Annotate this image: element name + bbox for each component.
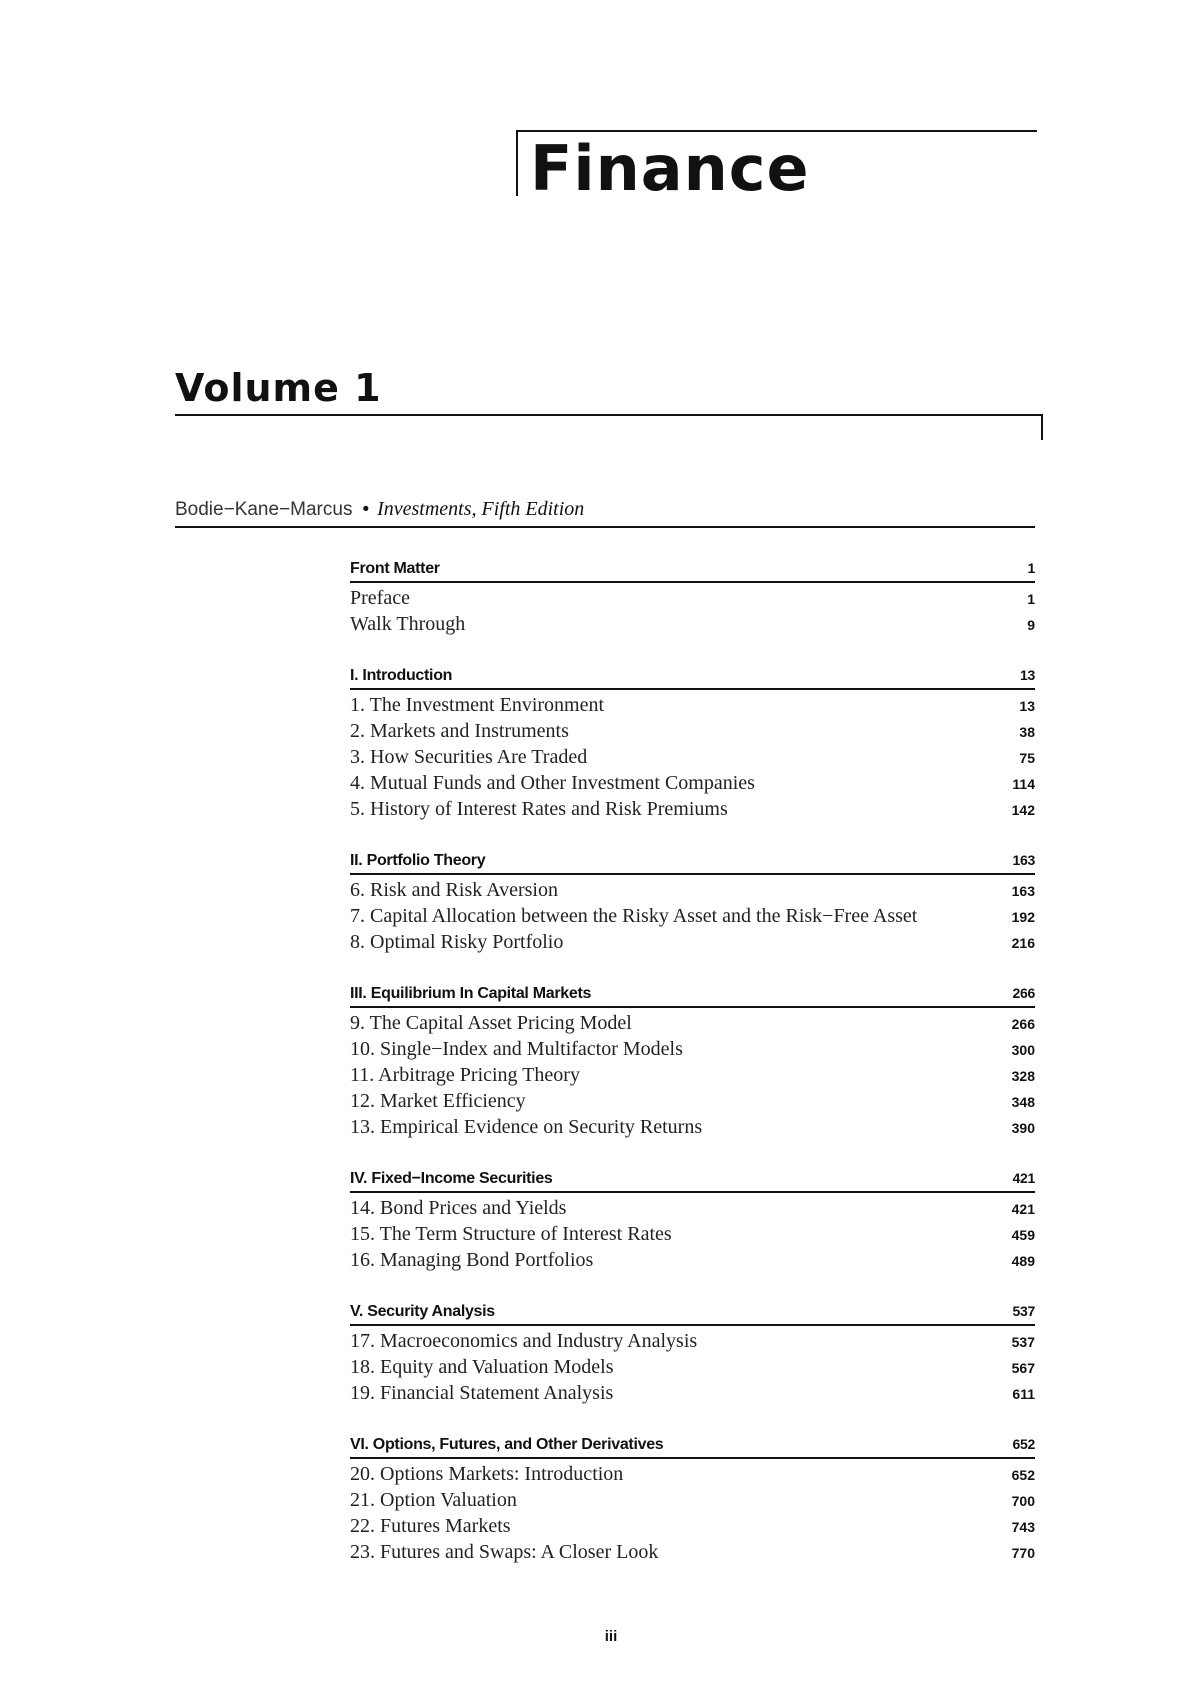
toc-entry[interactable] <box>350 1036 1035 1062</box>
entry-title: 17. Macroeconomics and Industry Analysis <box>350 1330 698 1352</box>
entry-title: Preface <box>350 587 410 609</box>
entry-page-number: 743 <box>1011 1519 1035 1535</box>
entry-page-number: 611 <box>1012 1386 1035 1402</box>
byline-book-title: Investments, Fifth Edition <box>377 498 585 520</box>
entry-title: 7. Capital Allocation between the Risky Asset and the Risk−Free Asset <box>350 905 918 927</box>
section-title: II. Portfolio Theory <box>350 852 486 869</box>
entry-page-number: 38 <box>1019 724 1035 740</box>
section-title: VI. Options, Futures, and Other Derivatives <box>350 1436 664 1453</box>
toc-entry[interactable] <box>350 1195 1035 1221</box>
entry-title: 13. Empirical Evidence on Security Returns <box>350 1116 703 1138</box>
entry-page-number: 770 <box>1011 1545 1035 1561</box>
table-of-contents <box>350 556 1035 1591</box>
entry-title: 5. History of Interest Rates and Risk Premiums <box>350 798 728 820</box>
section-title: IV. Fixed−Income Securities <box>350 1170 553 1187</box>
entry-title: 19. Financial Statement Analysis <box>350 1382 614 1404</box>
section-header[interactable] <box>350 556 1035 583</box>
section-header[interactable] <box>350 1166 1035 1193</box>
entry-page-number: 75 <box>1019 750 1035 766</box>
entry-title: 3. How Securities Are Traded <box>350 746 588 768</box>
toc-entry[interactable] <box>350 1010 1035 1036</box>
entry-title: 22. Futures Markets <box>350 1515 511 1537</box>
title-block <box>516 130 1037 205</box>
section-header[interactable] <box>350 1432 1035 1459</box>
section-page-number: 163 <box>1012 852 1035 868</box>
toc-entry[interactable] <box>350 585 1035 611</box>
entry-title: 6. Risk and Risk Aversion <box>350 879 558 901</box>
section-title: Front Matter <box>350 560 440 577</box>
entry-page-number: 266 <box>1011 1016 1035 1032</box>
section-page-number: 13 <box>1020 667 1035 683</box>
toc-entry[interactable] <box>350 929 1035 955</box>
entry-title: 4. Mutual Funds and Other Investment Companies <box>350 772 755 794</box>
entry-page-number: 216 <box>1011 935 1035 951</box>
entry-page-number: 567 <box>1011 1360 1035 1376</box>
toc-entry[interactable] <box>350 1088 1035 1114</box>
toc-entry[interactable] <box>350 1221 1035 1247</box>
toc-entry[interactable] <box>350 1539 1035 1565</box>
entry-page-number: 300 <box>1011 1042 1035 1058</box>
toc-entry[interactable] <box>350 1487 1035 1513</box>
toc-section <box>350 663 1035 822</box>
toc-entry[interactable] <box>350 1247 1035 1273</box>
entry-title: 12. Market Efficiency <box>350 1090 526 1112</box>
entry-title: 16. Managing Bond Portfolios <box>350 1249 594 1271</box>
entry-title: 8. Optimal Risky Portfolio <box>350 931 564 953</box>
entry-page-number: 192 <box>1011 909 1035 925</box>
toc-entry[interactable] <box>350 744 1035 770</box>
toc-entry[interactable] <box>350 718 1035 744</box>
entry-page-number: 163 <box>1011 883 1035 899</box>
section-title: III. Equilibrium In Capital Markets <box>350 985 592 1002</box>
entry-title: 9. The Capital Asset Pricing Model <box>350 1012 632 1034</box>
entry-title: Walk Through <box>350 613 466 635</box>
toc-section <box>350 981 1035 1140</box>
toc-entry[interactable] <box>350 903 1035 929</box>
section-page-number: 652 <box>1012 1436 1035 1452</box>
section-page-number: 266 <box>1012 985 1035 1001</box>
entry-title: 21. Option Valuation <box>350 1489 517 1511</box>
section-header[interactable] <box>350 981 1035 1008</box>
page-number: iii <box>604 1628 618 1645</box>
entry-page-number: 700 <box>1011 1493 1035 1509</box>
volume-rule <box>175 414 1043 440</box>
toc-entry[interactable] <box>350 1380 1035 1406</box>
entry-title: 11. Arbitrage Pricing Theory <box>350 1064 580 1086</box>
toc-section <box>350 556 1035 637</box>
section-page-number: 537 <box>1012 1303 1035 1319</box>
entry-page-number: 652 <box>1011 1467 1035 1483</box>
byline <box>175 494 1035 528</box>
section-page-number: 1 <box>1027 560 1035 576</box>
volume-title: Volume 1 <box>175 366 382 410</box>
entry-page-number: 1 <box>1027 591 1035 607</box>
section-title: V. Security Analysis <box>350 1303 495 1320</box>
entry-title: 23. Futures and Swaps: A Closer Look <box>350 1541 659 1563</box>
entry-title: 18. Equity and Valuation Models <box>350 1356 614 1378</box>
section-header[interactable] <box>350 663 1035 690</box>
entry-page-number: 390 <box>1011 1120 1035 1136</box>
entry-page-number: 9 <box>1027 617 1035 633</box>
toc-entry[interactable] <box>350 796 1035 822</box>
entry-title: 1. The Investment Environment <box>350 694 605 716</box>
entry-page-number: 421 <box>1011 1201 1035 1217</box>
toc-entry[interactable] <box>350 877 1035 903</box>
entry-page-number: 537 <box>1011 1334 1035 1350</box>
byline-authors: Bodie−Kane−Marcus <box>175 499 353 520</box>
entry-title: 20. Options Markets: Introduction <box>350 1463 624 1485</box>
toc-entry[interactable] <box>350 1461 1035 1487</box>
toc-section <box>350 1166 1035 1273</box>
entry-page-number: 489 <box>1011 1253 1035 1269</box>
toc-section <box>350 1299 1035 1406</box>
entry-page-number: 328 <box>1011 1068 1035 1084</box>
entry-page-number: 13 <box>1019 698 1035 714</box>
entry-page-number: 142 <box>1011 802 1035 818</box>
toc-entry[interactable] <box>350 1062 1035 1088</box>
entry-title: 2. Markets and Instruments <box>350 720 569 742</box>
toc-section <box>350 1432 1035 1565</box>
toc-entry[interactable] <box>350 1328 1035 1354</box>
section-header[interactable] <box>350 848 1035 875</box>
section-page-number: 421 <box>1012 1170 1035 1186</box>
toc-entry[interactable] <box>350 692 1035 718</box>
byline-separator: • <box>362 499 370 520</box>
entry-page-number: 348 <box>1011 1094 1035 1110</box>
entry-page-number: 459 <box>1011 1227 1035 1243</box>
toc-section <box>350 848 1035 955</box>
entry-title: 15. The Term Structure of Interest Rates <box>350 1223 672 1245</box>
entry-title: 10. Single−Index and Multifactor Models <box>350 1038 683 1060</box>
page-title: Finance <box>530 132 810 205</box>
toc-entry[interactable] <box>350 1354 1035 1380</box>
entry-title: 14. Bond Prices and Yields <box>350 1197 567 1219</box>
section-header[interactable] <box>350 1299 1035 1326</box>
section-title: I. Introduction <box>350 667 453 684</box>
toc-entry[interactable] <box>350 611 1035 637</box>
entry-page-number: 114 <box>1012 776 1035 792</box>
toc-entry[interactable] <box>350 1114 1035 1140</box>
toc-entry[interactable] <box>350 770 1035 796</box>
toc-entry[interactable] <box>350 1513 1035 1539</box>
